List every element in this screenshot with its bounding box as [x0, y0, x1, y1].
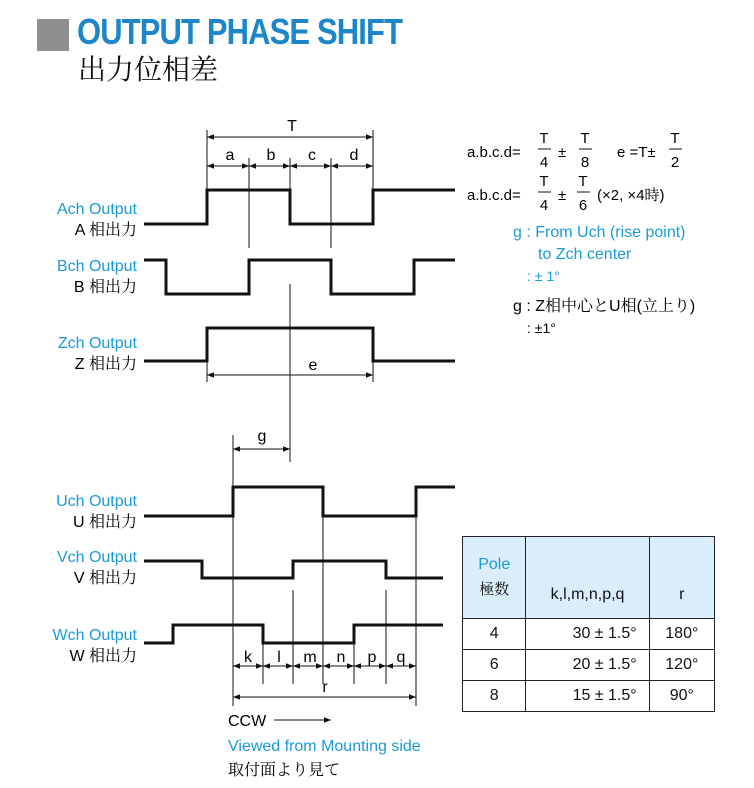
dim-r-label: r — [322, 679, 328, 696]
formula2-prefix: a.b.c.d= — [467, 187, 521, 204]
dim-a-label: a — [225, 147, 235, 164]
page-subtitle: 出力位相差 — [78, 53, 219, 86]
pole-cell: 8 — [463, 681, 526, 712]
wch-output-label: Wch Output — [52, 627, 137, 644]
z-phase-label: Z 相出力 — [74, 356, 137, 373]
viewed-from-label: Viewed from Mounting side — [228, 738, 421, 755]
formula1-frac3-num: T — [670, 130, 680, 147]
formula1-pm: ± — [558, 144, 567, 161]
pole-table-header — [463, 537, 715, 619]
pole-header-cell — [463, 537, 526, 619]
formula1-frac1-num: T — [539, 130, 549, 147]
uch-output-label: Uch Output — [56, 493, 137, 510]
ach-output-label: Ach Output — [56, 201, 137, 218]
dim-n-label: n — [336, 649, 346, 666]
zch-output-label: Zch Output — [57, 335, 137, 352]
params-header-cell: k,l,m,n,p,q — [526, 537, 649, 619]
page-title: OUTPUT PHASE SHIFT — [77, 11, 403, 52]
pole-header-en: Pole — [478, 556, 511, 573]
uch-waveform — [144, 487, 455, 516]
pole-cell: 6 — [463, 650, 526, 681]
r-header-cell: r — [649, 537, 714, 619]
table-row — [463, 681, 715, 712]
ach-waveform — [144, 190, 455, 224]
formula1-prefix: a.b.c.d= — [467, 144, 521, 161]
w-phase-label: W 相出力 — [69, 648, 137, 665]
formula1-frac2-num: T — [580, 130, 590, 147]
vch-waveform — [144, 561, 443, 578]
u-phase-label: U 相出力 — [72, 514, 137, 531]
r-cell: 90° — [649, 681, 714, 712]
dim-c-label: c — [308, 147, 316, 164]
dim-e-label: e — [308, 357, 318, 374]
formula2-suffix: (×2, ×4時) — [597, 187, 665, 204]
dim-q-label: q — [396, 649, 406, 666]
formula2-frac1-den: 4 — [539, 197, 549, 214]
g-note-jp-line2: : ±1° — [527, 320, 556, 336]
params-cell: 30 ± 1.5° — [526, 619, 649, 650]
ccw-label: CCW — [228, 713, 267, 730]
v-phase-label: V 相出力 — [73, 570, 137, 587]
g-note-en-line3: : ± 1° — [527, 268, 560, 284]
dim-l-label: l — [277, 649, 281, 666]
r-cell: 180° — [649, 619, 714, 650]
g-note-en-line1: g : From Uch (rise point) — [513, 224, 686, 241]
dim-p-label: p — [367, 649, 377, 666]
formula2-frac1-num: T — [539, 173, 549, 190]
params-cell: 20 ± 1.5° — [526, 650, 649, 681]
formula2-pm: ± — [558, 187, 567, 204]
formula1-frac1-den: 4 — [539, 154, 549, 171]
r-cell: 120° — [649, 650, 714, 681]
pole-header-jp: 極数 — [479, 580, 510, 598]
dim-T-label: T — [287, 118, 297, 135]
dim-g-label: g — [257, 428, 267, 445]
pole-cell: 4 — [463, 619, 526, 650]
g-note-jp-line1: g : Z相中心とU相(立上り) — [513, 298, 696, 315]
g-note-en-line2: to Zch center — [538, 246, 632, 263]
params-cell: 15 ± 1.5° — [526, 681, 649, 712]
dim-k-label: k — [244, 649, 252, 666]
dim-m-label: m — [303, 649, 317, 666]
b-phase-label: B 相出力 — [73, 279, 137, 296]
bch-waveform — [144, 260, 455, 294]
zch-waveform — [144, 328, 455, 361]
formula1-frac2-den: 8 — [580, 154, 590, 171]
table-row — [463, 619, 715, 650]
bch-output-label: Bch Output — [56, 258, 137, 275]
dim-b-label: b — [266, 147, 276, 164]
formula2-frac2-num: T — [578, 173, 588, 190]
pole-table — [462, 536, 715, 712]
vch-output-label: Vch Output — [56, 549, 137, 566]
formula1-frac3-den: 2 — [670, 154, 680, 171]
viewed-from-jp-label: 取付面より見て — [228, 762, 341, 779]
formula2-frac2-den: 6 — [578, 197, 588, 214]
formula1-e: e =T± — [617, 144, 656, 161]
dim-d-label: d — [349, 147, 359, 164]
table-row — [463, 650, 715, 681]
a-phase-label: A 相出力 — [74, 222, 137, 239]
